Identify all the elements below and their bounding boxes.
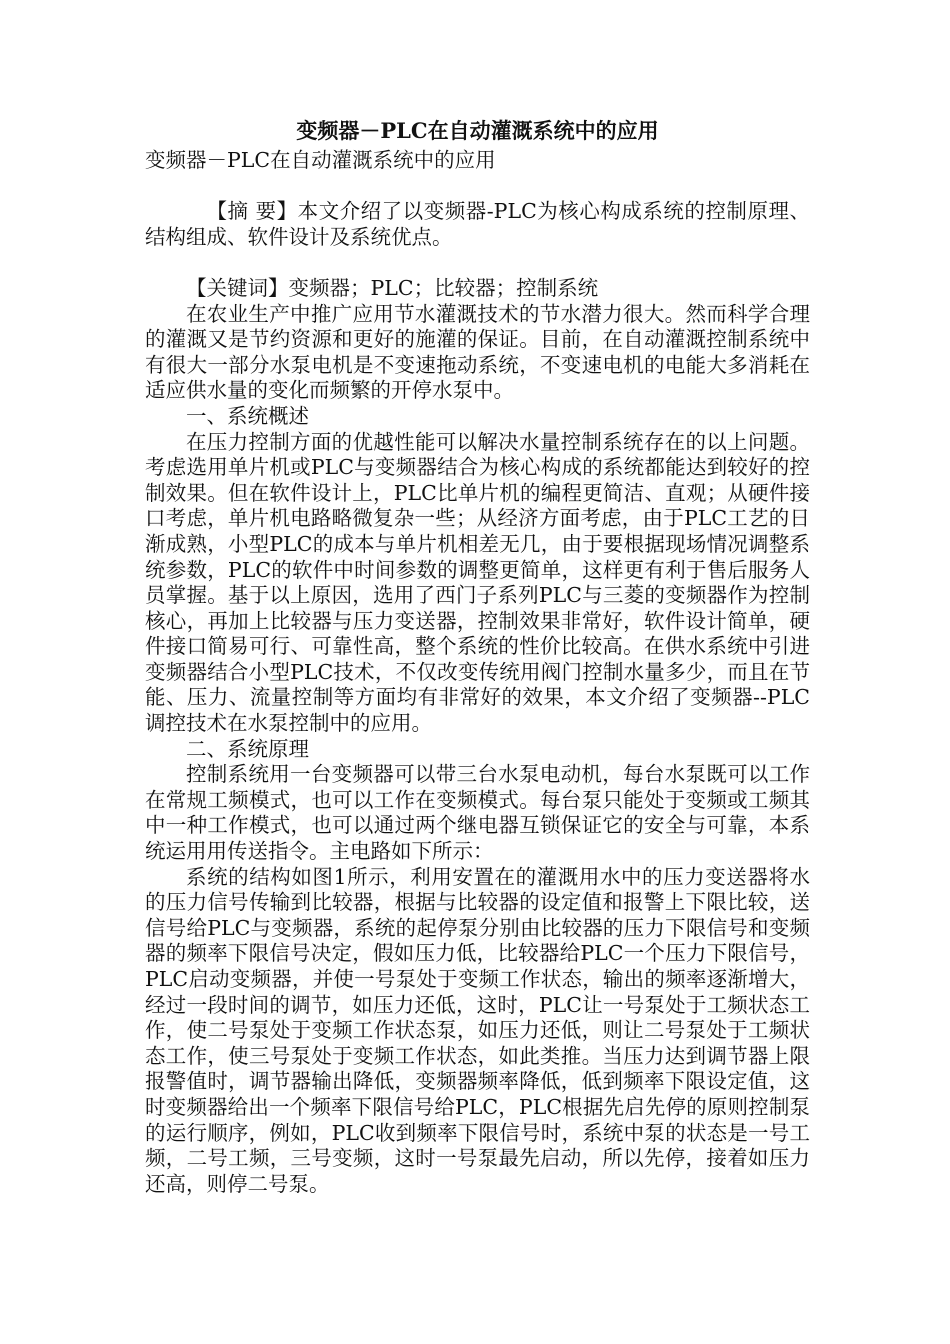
abstract: 【摘 要】本文介绍了以变频器-PLC为核心构成系统的控制原理、结构组成、软件设计及系统优点。 xyxy=(145,199,810,249)
section-2-heading: 二、系统原理 xyxy=(186,736,309,761)
document-page xyxy=(145,118,810,1197)
spacer xyxy=(145,250,810,276)
document-title: 变频器－PLC在自动灌溉系统中的应用 xyxy=(296,118,659,143)
section-2-paragraph-2: 系统的结构如图1所示，利用安置在的灌溉用水中的压力变送器将水的压力信号传输到比较器，根据与比较器的设定值和报警上下限比较，送信号给PLC与变频器，系统的起停泵分别由比较器的压力下限信号和变频器的频率下限信号决定，假如压力低，比较器给PLC一个压力下限信号，PLC启动变频器，并使一号泵处于变频工作状态，输出的频率逐渐增大，经过一段时间的调节，如压力还低，这时，PLC让一号泵处于工频状态工作，使二号泵处于变频工作状态泵，如压力还低，则让二号泵处于工频状态工作，使三号泵处于变频工作状态，如此类推。当压力达到调节器上限报警值时，调节器输出降低，变频器频率降低，低到频率下限设定值，这时变频器给出一个频率下限信号给PLC，PLC根据先启先停的原则控制泵的运行顺序，例如，PLC收到频率下限信号时，系统中泵的状态是一号工频，二号工频，三号变频，这时一号泵最先启动，所以先停，接着如压力还高，则停二号泵。 xyxy=(145,864,810,1196)
section-2-paragraph-1: 控制系统用一台变频器可以带三台水泵电动机，每台水泵既可以工作在常规工频模式，也可以工作在变频模式。每台泵只能处于变频或工频其中一种工作模式，也可以通过两个继电器互锁保证它的安全与可靠，本系统运用用传送指令。主电路如下所示： xyxy=(145,762,810,864)
intro-paragraph: 在农业生产中推广应用节水灌溉技术的节水潜力很大。然而科学合理的灌溉又是节约资源和更好的施灌的保证。目前，在自动灌溉控制系统中有很大一部分水泵电机是不变速拖动系统，不变速电机的电能大多消耗在适应供水量的变化而频繁的开停水泵中。 xyxy=(145,301,810,403)
document-subtitle: 变频器－PLC在自动灌溉系统中的应用 xyxy=(145,148,496,172)
section-1-paragraph: 在压力控制方面的优越性能可以解决水量控制系统存在的以上问题。考虑选用单片机或PLC与变频器结合为核心构成的系统都能达到较好的控制效果。但在软件设计上，PLC比单片机的编程更简洁、直观；从硬件接口考虑，单片机电路略微复杂一些；从经济方面考虑，由于PLC工艺的日渐成熟，小型PLC的成本与单片机相差无几，由于要根据现场情况调整系统参数，PLC的软件中时间参数的调整更简单，这样更有利于售后服务人员掌握。基于以上原因，选用了西门子系列PLC与三菱的变频器作为控制核心，再加上比较器与压力变送器，控制效果非常好，软件设计简单，硬件接口简易可行、可靠性高，整个系统的性价比较高。在供水系统中引进变频器结合小型PLC技术，不仅改变传统用阀门控制水量多少，而且在节能、压力、流量控制等方面均有非常好的效果，本文介绍了变频器--PLC调控技术在水泵控制中的应用。 xyxy=(145,429,810,736)
keywords: 【关键词】变频器；PLC；比较器；控制系统 xyxy=(186,275,599,300)
spacer xyxy=(145,174,810,200)
section-1-heading: 一、系统概述 xyxy=(186,403,309,428)
